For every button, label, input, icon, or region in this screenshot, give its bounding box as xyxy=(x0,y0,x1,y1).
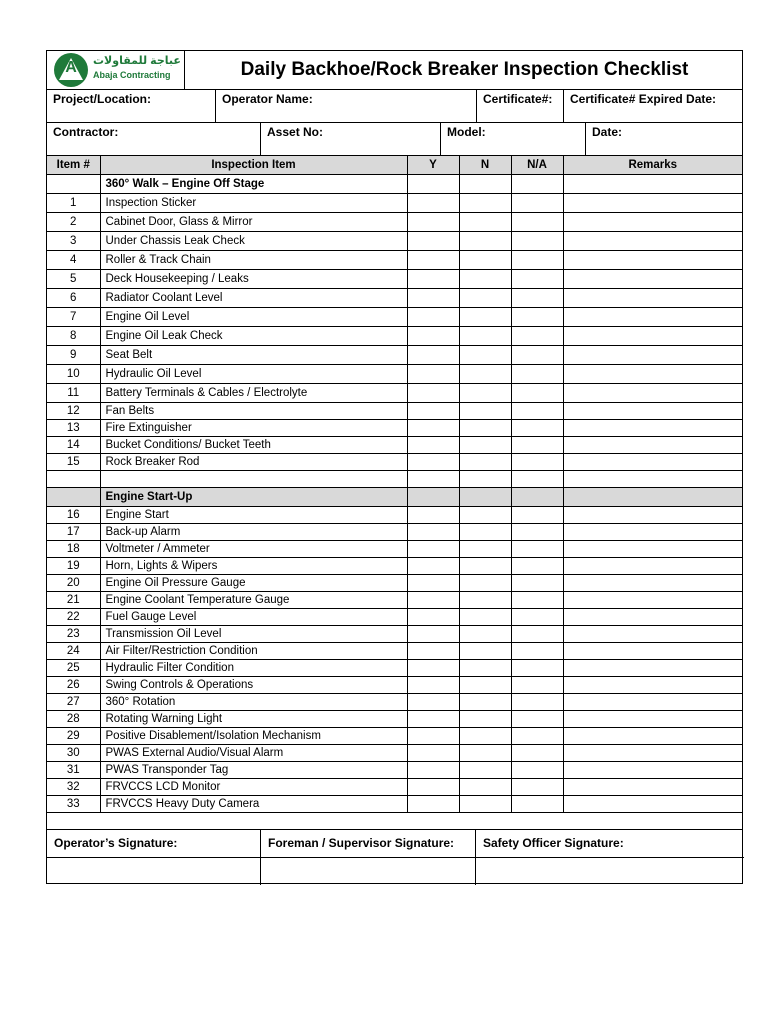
table-row xyxy=(47,626,742,643)
item-number: 22 xyxy=(47,609,100,626)
model-field[interactable]: Model: xyxy=(441,123,586,155)
remarks-cell[interactable] xyxy=(563,232,742,251)
item-number: 7 xyxy=(47,308,100,327)
item-number: 14 xyxy=(47,437,100,454)
header-item-number: Item # xyxy=(47,156,100,175)
table-row xyxy=(47,194,742,213)
table-row xyxy=(47,420,742,437)
table-row xyxy=(47,327,742,346)
project-location-field[interactable]: Project/Location: xyxy=(47,90,216,122)
section-row-engine-startup xyxy=(47,488,742,507)
no-checkbox-cell[interactable] xyxy=(459,365,511,384)
table-row xyxy=(47,728,742,745)
checklist-sheet xyxy=(46,50,743,884)
remarks-cell[interactable] xyxy=(563,575,742,592)
no-checkbox-cell[interactable] xyxy=(459,558,511,575)
inspection-item-label: Engine Start xyxy=(100,507,407,524)
info-row-2 xyxy=(47,123,742,156)
foreman-signature-label: Foreman / Supervisor Signature: xyxy=(261,830,476,858)
table-row xyxy=(47,677,742,694)
item-number: 16 xyxy=(47,507,100,524)
remarks-cell[interactable] xyxy=(563,524,742,541)
item-number: 27 xyxy=(47,694,100,711)
na-checkbox-cell[interactable] xyxy=(511,270,563,289)
remarks-cell[interactable] xyxy=(563,558,742,575)
na-checkbox-cell[interactable] xyxy=(511,558,563,575)
remarks-cell[interactable] xyxy=(563,660,742,677)
inspection-item-label: PWAS Transponder Tag xyxy=(100,762,407,779)
section-blank-cell xyxy=(563,175,742,194)
inspection-item-label: Fire Extinguisher xyxy=(100,420,407,437)
yes-checkbox-cell[interactable] xyxy=(407,420,459,437)
yes-checkbox-cell[interactable] xyxy=(407,308,459,327)
remarks-cell[interactable] xyxy=(563,327,742,346)
inspection-item-label: Battery Terminals & Cables / Electrolyte xyxy=(100,384,407,403)
na-checkbox-cell[interactable] xyxy=(511,213,563,232)
na-checkbox-cell[interactable] xyxy=(511,507,563,524)
yes-checkbox-cell[interactable] xyxy=(407,592,459,609)
inspection-item-label: PWAS External Audio/Visual Alarm xyxy=(100,745,407,762)
remarks-cell[interactable] xyxy=(563,213,742,232)
remarks-cell[interactable] xyxy=(563,270,742,289)
yes-checkbox-cell[interactable] xyxy=(407,796,459,813)
section-blank-cell xyxy=(407,175,459,194)
table-row xyxy=(47,524,742,541)
na-checkbox-cell[interactable] xyxy=(511,437,563,454)
table-row xyxy=(47,779,742,796)
header-inspection-item: Inspection Item xyxy=(100,156,407,175)
table-row xyxy=(47,437,742,454)
table-row xyxy=(47,289,742,308)
inspection-item-label: Air Filter/Restriction Condition xyxy=(100,643,407,660)
section-number-cell xyxy=(47,175,100,194)
no-checkbox-cell[interactable] xyxy=(459,728,511,745)
table-row xyxy=(47,711,742,728)
inspection-item-label: Engine Coolant Temperature Gauge xyxy=(100,592,407,609)
na-checkbox-cell[interactable] xyxy=(511,643,563,660)
item-number: 6 xyxy=(47,289,100,308)
item-number: 32 xyxy=(47,779,100,796)
no-checkbox-cell[interactable] xyxy=(459,454,511,471)
item-number: 11 xyxy=(47,384,100,403)
yes-checkbox-cell[interactable] xyxy=(407,437,459,454)
no-checkbox-cell[interactable] xyxy=(459,194,511,213)
safety-officer-signature-label: Safety Officer Signature: xyxy=(476,830,744,858)
item-number: 24 xyxy=(47,643,100,660)
inspection-item-label: Hydraulic Filter Condition xyxy=(100,660,407,677)
yes-checkbox-cell[interactable] xyxy=(407,541,459,558)
na-checkbox-cell[interactable] xyxy=(511,626,563,643)
no-checkbox-cell[interactable] xyxy=(459,524,511,541)
no-checkbox-cell[interactable] xyxy=(459,609,511,626)
no-checkbox-cell[interactable] xyxy=(459,626,511,643)
table-row xyxy=(47,365,742,384)
no-checkbox-cell[interactable] xyxy=(459,711,511,728)
inspection-item-label: Roller & Track Chain xyxy=(100,251,407,270)
remarks-cell[interactable] xyxy=(563,592,742,609)
header-no: N xyxy=(459,156,511,175)
item-number: 33 xyxy=(47,796,100,813)
inspection-item-label: Fan Belts xyxy=(100,403,407,420)
no-checkbox-cell[interactable] xyxy=(459,745,511,762)
na-checkbox-cell[interactable] xyxy=(511,575,563,592)
table-row xyxy=(47,270,742,289)
no-checkbox-cell[interactable] xyxy=(459,796,511,813)
na-checkbox-cell[interactable] xyxy=(511,346,563,365)
inspection-item-label: Seat Belt xyxy=(100,346,407,365)
item-number: 23 xyxy=(47,626,100,643)
no-checkbox-cell[interactable] xyxy=(459,694,511,711)
no-checkbox-cell[interactable] xyxy=(459,541,511,558)
table-row xyxy=(47,403,742,420)
remarks-cell[interactable] xyxy=(563,762,742,779)
remarks-cell[interactable] xyxy=(563,454,742,471)
table-row xyxy=(47,796,742,813)
na-checkbox-cell[interactable] xyxy=(511,711,563,728)
section-blank-cell xyxy=(511,488,563,507)
remarks-cell[interactable] xyxy=(563,194,742,213)
table-row xyxy=(47,346,742,365)
table-row xyxy=(47,454,742,471)
item-number: 17 xyxy=(47,524,100,541)
item-number: 9 xyxy=(47,346,100,365)
no-checkbox-cell[interactable] xyxy=(459,437,511,454)
info-row-1 xyxy=(47,90,742,123)
inspection-table xyxy=(47,155,742,813)
no-checkbox-cell[interactable] xyxy=(459,677,511,694)
remarks-cell[interactable] xyxy=(563,437,742,454)
item-number: 2 xyxy=(47,213,100,232)
section-row-walk-around xyxy=(47,175,742,194)
na-checkbox-cell[interactable] xyxy=(511,592,563,609)
na-checkbox-cell[interactable] xyxy=(511,289,563,308)
remarks-cell[interactable] xyxy=(563,779,742,796)
na-checkbox-cell[interactable] xyxy=(511,454,563,471)
remarks-cell[interactable] xyxy=(563,694,742,711)
inspection-item-label: Rotating Warning Light xyxy=(100,711,407,728)
remarks-cell[interactable] xyxy=(563,609,742,626)
table-row xyxy=(47,609,742,626)
na-checkbox-cell[interactable] xyxy=(511,403,563,420)
inspection-item-label: Bucket Conditions/ Bucket Teeth xyxy=(100,437,407,454)
na-checkbox-cell[interactable] xyxy=(511,779,563,796)
foreman-signature-box[interactable] xyxy=(261,858,476,885)
na-checkbox-cell[interactable] xyxy=(511,762,563,779)
yes-checkbox-cell[interactable] xyxy=(407,762,459,779)
na-checkbox-cell[interactable] xyxy=(511,365,563,384)
no-checkbox-cell[interactable] xyxy=(459,232,511,251)
yes-checkbox-cell[interactable] xyxy=(407,779,459,796)
item-number: 25 xyxy=(47,660,100,677)
signature-section xyxy=(47,829,742,884)
item-number: 21 xyxy=(47,592,100,609)
blank-cell xyxy=(511,471,563,488)
no-checkbox-cell[interactable] xyxy=(459,762,511,779)
blank-row xyxy=(47,471,742,488)
yes-checkbox-cell[interactable] xyxy=(407,232,459,251)
section-blank-cell xyxy=(459,488,511,507)
na-checkbox-cell[interactable] xyxy=(511,677,563,694)
company-logo xyxy=(47,51,185,89)
table-row xyxy=(47,660,742,677)
inspection-item-label: Engine Oil Level xyxy=(100,308,407,327)
item-number: 15 xyxy=(47,454,100,471)
table-row xyxy=(47,643,742,660)
asset-no-field[interactable]: Asset No: xyxy=(261,123,441,155)
page-title: Daily Backhoe/Rock Breaker Inspection Checklist xyxy=(240,59,689,80)
section-blank-cell xyxy=(563,488,742,507)
yes-checkbox-cell[interactable] xyxy=(407,365,459,384)
yes-checkbox-cell[interactable] xyxy=(407,745,459,762)
operator-signature-box[interactable] xyxy=(47,858,261,885)
table-row xyxy=(47,592,742,609)
table-row xyxy=(47,762,742,779)
date-field[interactable]: Date: xyxy=(592,125,623,139)
na-checkbox-cell[interactable] xyxy=(511,694,563,711)
remarks-cell[interactable] xyxy=(563,711,742,728)
inspection-item-label: FRVCCS Heavy Duty Camera xyxy=(100,796,407,813)
no-checkbox-cell[interactable] xyxy=(459,251,511,270)
table-row xyxy=(47,745,742,762)
remarks-cell[interactable] xyxy=(563,745,742,762)
table-row xyxy=(47,251,742,270)
no-checkbox-cell[interactable] xyxy=(459,403,511,420)
no-checkbox-cell[interactable] xyxy=(459,779,511,796)
yes-checkbox-cell[interactable] xyxy=(407,677,459,694)
remarks-cell[interactable] xyxy=(563,728,742,745)
remarks-cell[interactable] xyxy=(563,643,742,660)
item-number: 1 xyxy=(47,194,100,213)
item-number: 13 xyxy=(47,420,100,437)
section-number-cell xyxy=(47,488,100,507)
no-checkbox-cell[interactable] xyxy=(459,660,511,677)
yes-checkbox-cell[interactable] xyxy=(407,609,459,626)
na-checkbox-cell[interactable] xyxy=(511,232,563,251)
section-title: 360° Walk – Engine Off Stage xyxy=(100,175,407,194)
yes-checkbox-cell[interactable] xyxy=(407,524,459,541)
blank-cell xyxy=(100,471,407,488)
remarks-cell[interactable] xyxy=(563,507,742,524)
yes-checkbox-cell[interactable] xyxy=(407,194,459,213)
item-number: 8 xyxy=(47,327,100,346)
remarks-cell[interactable] xyxy=(563,308,742,327)
no-checkbox-cell[interactable] xyxy=(459,327,511,346)
inspection-item-label: Rock Breaker Rod xyxy=(100,454,407,471)
yes-checkbox-cell[interactable] xyxy=(407,626,459,643)
table-row xyxy=(47,213,742,232)
inspection-item-label: Transmission Oil Level xyxy=(100,626,407,643)
no-checkbox-cell[interactable] xyxy=(459,420,511,437)
operator-name-field[interactable]: Operator Name: xyxy=(216,90,477,122)
inspection-item-label: FRVCCS LCD Monitor xyxy=(100,779,407,796)
remarks-cell[interactable] xyxy=(563,384,742,403)
header xyxy=(47,51,742,90)
inspection-item-label: Radiator Coolant Level xyxy=(100,289,407,308)
yes-checkbox-cell[interactable] xyxy=(407,289,459,308)
yes-checkbox-cell[interactable] xyxy=(407,575,459,592)
inspection-item-label: Swing Controls & Operations xyxy=(100,677,407,694)
remarks-cell[interactable] xyxy=(563,420,742,437)
yes-checkbox-cell[interactable] xyxy=(407,270,459,289)
inspection-item-label: Positive Disablement/Isolation Mechanism xyxy=(100,728,407,745)
na-checkbox-cell[interactable] xyxy=(511,609,563,626)
certificate-field[interactable]: Certificate#: xyxy=(477,90,564,122)
inspection-item-label: Engine Oil Leak Check xyxy=(100,327,407,346)
item-number: 5 xyxy=(47,270,100,289)
remarks-cell[interactable] xyxy=(563,251,742,270)
inspection-item-label: Under Chassis Leak Check xyxy=(100,232,407,251)
inspection-item-label: Inspection Sticker xyxy=(100,194,407,213)
remarks-cell[interactable] xyxy=(563,365,742,384)
item-number: 3 xyxy=(47,232,100,251)
item-number: 18 xyxy=(47,541,100,558)
no-checkbox-cell[interactable] xyxy=(459,270,511,289)
na-checkbox-cell[interactable] xyxy=(511,308,563,327)
contractor-field[interactable]: Contractor: xyxy=(47,123,261,155)
operator-signature-label: Operator’s Signature: xyxy=(47,830,261,858)
no-checkbox-cell[interactable] xyxy=(459,592,511,609)
blank-cell xyxy=(563,471,742,488)
yes-checkbox-cell[interactable] xyxy=(407,643,459,660)
table-row xyxy=(47,558,742,575)
yes-checkbox-cell[interactable] xyxy=(407,251,459,270)
blank-cell xyxy=(459,471,511,488)
logo-letter: A xyxy=(65,59,77,76)
inspection-item-label: Engine Oil Pressure Gauge xyxy=(100,575,407,592)
table-row xyxy=(47,507,742,524)
na-checkbox-cell[interactable] xyxy=(511,420,563,437)
blank-cell xyxy=(47,471,100,488)
yes-checkbox-cell[interactable] xyxy=(407,213,459,232)
yes-checkbox-cell[interactable] xyxy=(407,454,459,471)
table-row xyxy=(47,232,742,251)
na-checkbox-cell[interactable] xyxy=(511,327,563,346)
yes-checkbox-cell[interactable] xyxy=(407,711,459,728)
table-header-row xyxy=(47,156,742,175)
remarks-cell[interactable] xyxy=(563,626,742,643)
na-checkbox-cell[interactable] xyxy=(511,541,563,558)
no-checkbox-cell[interactable] xyxy=(459,346,511,365)
na-checkbox-cell[interactable] xyxy=(511,796,563,813)
certificate-expired-field[interactable]: Certificate# Expired Date: xyxy=(570,92,717,106)
section-title: Engine Start-Up xyxy=(100,488,407,507)
no-checkbox-cell[interactable] xyxy=(459,213,511,232)
inspection-item-label: Deck Housekeeping / Leaks xyxy=(100,270,407,289)
table-row xyxy=(47,575,742,592)
no-checkbox-cell[interactable] xyxy=(459,643,511,660)
no-checkbox-cell[interactable] xyxy=(459,575,511,592)
section-blank-cell xyxy=(511,175,563,194)
inspection-item-label: 360° Rotation xyxy=(100,694,407,711)
na-checkbox-cell[interactable] xyxy=(511,524,563,541)
logo-text-arabic: عباجة للمقاولات xyxy=(93,55,181,67)
na-checkbox-cell[interactable] xyxy=(511,660,563,677)
no-checkbox-cell[interactable] xyxy=(459,384,511,403)
remarks-cell[interactable] xyxy=(563,541,742,558)
na-checkbox-cell[interactable] xyxy=(511,251,563,270)
item-number: 28 xyxy=(47,711,100,728)
na-checkbox-cell[interactable] xyxy=(511,384,563,403)
remarks-cell[interactable] xyxy=(563,289,742,308)
na-checkbox-cell[interactable] xyxy=(511,745,563,762)
item-number: 31 xyxy=(47,762,100,779)
table-row xyxy=(47,541,742,558)
item-number: 10 xyxy=(47,365,100,384)
item-number: 30 xyxy=(47,745,100,762)
table-row xyxy=(47,308,742,327)
item-number: 20 xyxy=(47,575,100,592)
inspection-item-label: Horn, Lights & Wipers xyxy=(100,558,407,575)
yes-checkbox-cell[interactable] xyxy=(407,346,459,365)
yes-checkbox-cell[interactable] xyxy=(407,694,459,711)
table-row xyxy=(47,694,742,711)
remarks-cell[interactable] xyxy=(563,677,742,694)
na-checkbox-cell[interactable] xyxy=(511,194,563,213)
section-blank-cell xyxy=(407,488,459,507)
yes-checkbox-cell[interactable] xyxy=(407,728,459,745)
yes-checkbox-cell[interactable] xyxy=(407,660,459,677)
safety-officer-signature-box[interactable] xyxy=(476,858,744,885)
inspection-item-label: Back-up Alarm xyxy=(100,524,407,541)
item-number: 12 xyxy=(47,403,100,420)
item-number: 4 xyxy=(47,251,100,270)
inspection-item-label: Voltmeter / Ammeter xyxy=(100,541,407,558)
no-checkbox-cell[interactable] xyxy=(459,308,511,327)
inspection-item-label: Cabinet Door, Glass & Mirror xyxy=(100,213,407,232)
na-checkbox-cell[interactable] xyxy=(511,728,563,745)
logo-text-english: Abaja Contracting xyxy=(93,70,171,80)
item-number: 26 xyxy=(47,677,100,694)
table-row xyxy=(47,384,742,403)
header-remarks: Remarks xyxy=(563,156,742,175)
inspection-item-label: Fuel Gauge Level xyxy=(100,609,407,626)
yes-checkbox-cell[interactable] xyxy=(407,403,459,420)
yes-checkbox-cell[interactable] xyxy=(407,327,459,346)
inspection-item-label: Hydraulic Oil Level xyxy=(100,365,407,384)
header-yes: Y xyxy=(407,156,459,175)
remarks-cell[interactable] xyxy=(563,796,742,813)
no-checkbox-cell[interactable] xyxy=(459,289,511,308)
yes-checkbox-cell[interactable] xyxy=(407,507,459,524)
yes-checkbox-cell[interactable] xyxy=(407,558,459,575)
yes-checkbox-cell[interactable] xyxy=(407,384,459,403)
header-na: N/A xyxy=(511,156,563,175)
item-number: 19 xyxy=(47,558,100,575)
remarks-cell[interactable] xyxy=(563,403,742,420)
remarks-cell[interactable] xyxy=(563,346,742,365)
no-checkbox-cell[interactable] xyxy=(459,507,511,524)
blank-cell xyxy=(407,471,459,488)
section-blank-cell xyxy=(459,175,511,194)
item-number: 29 xyxy=(47,728,100,745)
